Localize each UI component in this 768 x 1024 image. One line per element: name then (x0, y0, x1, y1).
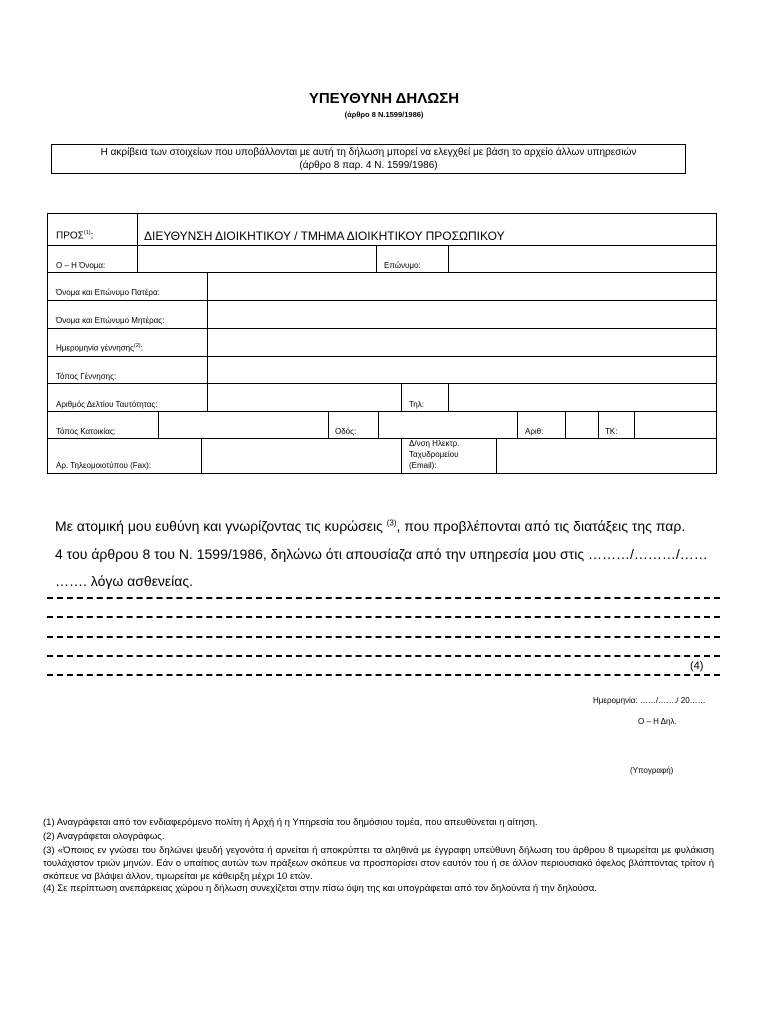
document-title: ΥΠΕΥΘΥΝΗ ΔΗΛΩΣΗ (308, 90, 460, 107)
residence-label: Τόπος Κατοικίας: (56, 427, 116, 436)
fax-label: Αρ. Τηλεομοιοτύπου (Fax): (56, 461, 151, 470)
footnote-4-reference: (4) (690, 660, 704, 672)
residence-field[interactable] (160, 412, 327, 437)
declaration-line-2: 4 του άρθρου 8 του Ν. 1599/1986, δηλώνω ότι απουσίαζα από την υπηρεσία μου στις ………/………/…… (55, 546, 708, 562)
name-field[interactable] (139, 246, 375, 271)
footnote-4: (4) Σε περίπτωση ανεπάρκειας χώρου η δήλωση συνεχίζεται στην πίσω όψη της και υπογράφεται από τον δηλούντα ή την δηλούσα. (43, 883, 597, 894)
birthplace-label: Τόπος Γέννησης: (56, 372, 117, 381)
surname-label: Επώνυμο: (384, 261, 421, 270)
col-divider (401, 438, 402, 474)
col-divider (376, 245, 377, 272)
footnote-1: (1) Αναγράφεται από τον ενδιαφερόμενο πολίτη ή Αρχή ή η Υπηρεσία του δημόσιου τομέα, που απευθύνεται η αίτηση. (43, 817, 538, 828)
col-divider (328, 411, 329, 438)
street-number-field[interactable] (567, 412, 597, 437)
col-divider (137, 245, 138, 272)
writing-line[interactable] (47, 597, 720, 599)
col-divider (137, 214, 138, 245)
declaration-form (47, 213, 717, 474)
writing-line[interactable] (47, 674, 720, 676)
email-field[interactable] (498, 439, 715, 473)
street-field[interactable] (380, 412, 516, 437)
writing-line[interactable] (47, 655, 720, 657)
father-field[interactable] (209, 273, 715, 299)
writing-line[interactable] (47, 616, 720, 618)
to-label: ΠΡΟΣ$^{(1)}$: (56, 230, 94, 242)
to-recipient: ΔΙΕΥΘΥΝΣΗ ΔΙΟΙΚΗΤΙΚΟΥ / ΤΜΗΜΑ ΔΙΟΙΚΗΤΙΚΟΥ ΠΡΟΣΩΠΙΚΟΥ (144, 229, 505, 243)
id-number-label: Αριθμός Δελτίου Ταυτότητας: (56, 400, 158, 409)
declaration-line-1: Με ατομική μου ευθύνη και γνωρίζοντας τις κυρώσεις $^{(3)}$, που προβλέπονται από τις διατάξεις της παρ. (55, 518, 686, 534)
father-label: Όνομα και Επώνυμο Πατέρα: (56, 288, 160, 297)
mother-label: Όνομα και Επώνυμο Μητέρας: (56, 316, 165, 325)
declarant-label: Ο – Η Δηλ. (638, 717, 677, 726)
birthdate-label: Ημερομηνία γέννησης$^{(2)}$: (56, 343, 143, 353)
writing-line[interactable] (47, 636, 720, 638)
col-divider (496, 438, 497, 474)
name-label: Ο – Η Όνομα: (56, 261, 106, 270)
birthdate-field[interactable] (209, 329, 715, 355)
mother-field[interactable] (209, 301, 715, 327)
date-line: Ημερομηνία: ……/……./ 20…… (593, 696, 706, 705)
col-divider (158, 411, 159, 438)
footnote-2: (2) Αναγράφεται ολογράφως. (43, 831, 165, 842)
verification-notice-line-2: (άρθρο 8 παρ. 4 Ν. 1599/1986) (299, 160, 438, 171)
col-divider (207, 383, 208, 411)
surname-field[interactable] (450, 246, 715, 271)
col-divider (448, 245, 449, 272)
col-divider (207, 272, 208, 383)
col-divider (598, 411, 599, 438)
col-divider (378, 411, 379, 438)
email-label: Δ/νση Ηλεκτρ. Ταχυδρομείου (Email): (409, 439, 460, 470)
postal-code-field[interactable] (636, 412, 715, 437)
street-label: Οδός: (335, 427, 357, 436)
document-subtitle: (άρθρο 8 Ν.1599/1986) (344, 110, 424, 119)
verification-notice-line-1: Η ακρίβεια των στοιχείων που υποβάλλονται με αυτή τη δήλωση μπορεί να ελεγχθεί με βάση το αρχείο άλλων υπηρεσιών (100, 147, 637, 158)
signature-label: (Υπογραφή) (630, 766, 674, 775)
col-divider (401, 383, 402, 411)
footnote-3: (3) «Όποιος εν γνώσει του δηλώνει ψευδή γεγονότα ή αρνείται ή αποκρύπτει τα αληθινά με έγγραφη υπεύθυνη δήλωση του άρθρου 8 τιμωρείται με φυλάκιση τουλάχιστον τριών μηνών. Εάν ο υπαίτιος αυτών των πράξεων σκόπευε να προσπορίσει στον εαυτόν του ή σε άλλον περιουσιακό όφελος βλάπτοντας τρίτον ή σκόπευε να βλάψει άλλον, τιμωρείται με κάθειρξη μέχρι 10 ετών. (43, 845, 714, 882)
id-number-field[interactable] (209, 384, 400, 410)
col-divider (448, 383, 449, 411)
verification-notice (51, 144, 686, 174)
postal-code-label: ΤΚ: (605, 427, 618, 436)
col-divider (201, 438, 202, 474)
street-number-label: Αριθ: (525, 427, 544, 436)
phone-field[interactable] (450, 384, 715, 410)
col-divider (517, 411, 518, 438)
col-divider (634, 411, 635, 438)
phone-label: Τηλ: (409, 400, 424, 409)
birthplace-field[interactable] (209, 357, 715, 382)
declaration-line-3: ……. λόγω ασθενείας. (55, 573, 194, 589)
fax-field[interactable] (203, 439, 400, 473)
col-divider (565, 411, 566, 438)
